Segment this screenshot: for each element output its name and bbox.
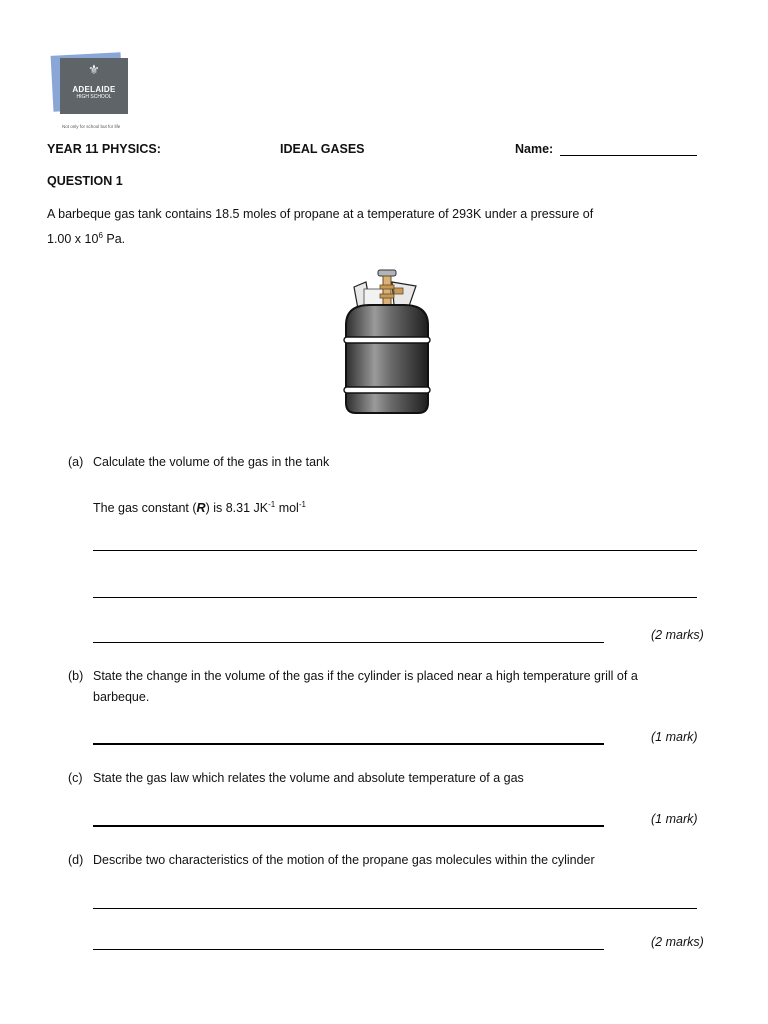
part-c-marks: (1 mark)	[651, 812, 698, 826]
part-b-marks: (1 mark)	[651, 730, 698, 744]
part-b-answer-line[interactable]	[93, 743, 604, 745]
course-title: YEAR 11 PHYSICS:	[47, 142, 161, 156]
part-a-answer-line-1[interactable]	[93, 550, 697, 551]
part-a-answer-line-3[interactable]	[93, 642, 604, 643]
part-a-answer-line-2[interactable]	[93, 597, 697, 598]
part-b-label: (b)	[68, 669, 84, 683]
logo-name: ADELAIDE	[72, 85, 116, 94]
part-a-constant: The gas constant (R) is 8.31 $JK^{-1}$ mol$^{-1}$	[93, 500, 306, 516]
intro-line-2: 1.00 x $10^6$ Pa.	[47, 231, 126, 247]
name-label: Name:	[515, 142, 554, 156]
school-logo	[50, 52, 130, 130]
part-b-text-line-2: barbeque.	[93, 690, 150, 704]
topic-title: IDEAL GASES	[280, 142, 365, 156]
part-a-marks: (2 marks)	[651, 628, 704, 642]
part-b-text	[93, 666, 718, 708]
part-c-label: (c)	[68, 771, 83, 785]
part-d-text: Describe two characteristics of the motion of the propane gas molecules within the cylinder	[93, 853, 595, 867]
logo-tagline: Not only for school but for life	[62, 124, 121, 129]
part-b-text-line-1: State the change in the volume of the gas if the cylinder is placed near a high temperature grill of a	[93, 669, 638, 683]
part-c-text: State the gas law which relates the volume and absolute temperature of a gas	[93, 771, 524, 785]
intro-line-1: A barbeque gas tank contains 18.5 moles of propane at a temperature of 293K under a pressure of	[47, 207, 594, 221]
part-d-marks: (2 marks)	[651, 935, 704, 949]
part-d-label: (d)	[68, 853, 84, 867]
logo-panel	[60, 58, 128, 114]
gas-cylinder-image	[340, 265, 440, 417]
part-d-answer-line-2[interactable]	[93, 949, 604, 950]
name-field-line[interactable]	[560, 155, 697, 156]
part-d-answer-line-1[interactable]	[93, 908, 697, 909]
part-a-text: Calculate the volume of the gas in the tank	[93, 455, 330, 469]
part-a-label: (a)	[68, 455, 84, 469]
question-title: QUESTION 1	[47, 174, 123, 188]
question-intro	[47, 204, 727, 250]
part-c-answer-line[interactable]	[93, 825, 604, 827]
logo-subtitle: HIGH SCHOOL	[76, 94, 112, 100]
crest-icon: ⚜	[88, 62, 100, 77]
